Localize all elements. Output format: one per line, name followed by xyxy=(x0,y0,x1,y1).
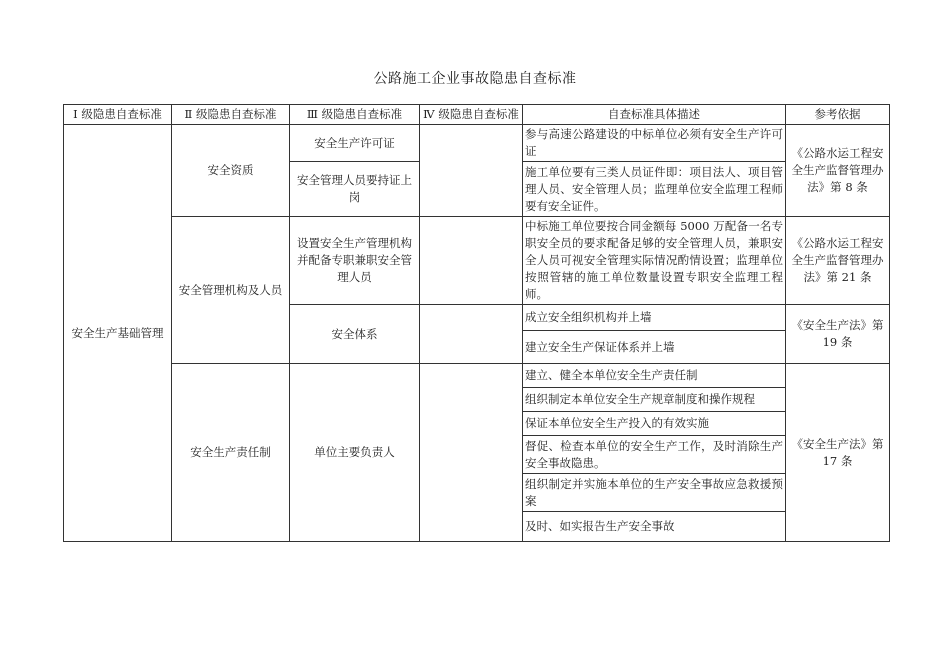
reference-cell: 《公路水运工程安全生产监督管理办法》第 8 条 xyxy=(786,125,890,217)
hazard-standards-table xyxy=(63,104,890,542)
description-cell: 建立安全生产保证体系并上墙 xyxy=(523,331,786,364)
description-cell: 及时、如实报告生产安全事故 xyxy=(523,512,786,542)
description-cell: 保证本单位安全生产投入的有效实施 xyxy=(523,412,786,436)
table-header-row xyxy=(64,105,890,125)
table-row xyxy=(64,217,890,305)
level4-cell xyxy=(420,364,523,542)
header-reference: 参考依据 xyxy=(786,105,890,125)
reference-cell: 《安全生产法》第 17 条 xyxy=(786,364,890,542)
description-cell: 成立安全组织机构并上墙 xyxy=(523,305,786,331)
table-row xyxy=(64,364,890,388)
level3-cell: 安全管理人员要持证上岗 xyxy=(290,162,420,217)
header-description: 自查标准具体描述 xyxy=(523,105,786,125)
description-cell: 组织制定并实施本单位的生产安全事故应急救援预案 xyxy=(523,474,786,512)
level3-cell: 安全体系 xyxy=(290,305,420,364)
level3-cell: 单位主要负责人 xyxy=(290,364,420,542)
description-cell: 参与高速公路建设的中标单位必须有安全生产许可证 xyxy=(523,125,786,162)
description-cell: 施工单位要有三类人员证件即：项目法人、项目管理人员、安全管理人员；监理单位安全监理工程师要有安全证件。 xyxy=(523,162,786,217)
description-cell: 中标施工单位要按合同金额每 5000 万配备一名专职安全员的要求配备足够的安全管理人员，兼职安全人员可视安全管理实际情况酌情设置；监理单位按照管辖的施工单位数量设置专职安全监理工程师。 xyxy=(523,217,786,305)
header-level2: Ⅱ 级隐患自查标准 xyxy=(172,105,290,125)
reference-cell: 《安全生产法》第 19 条 xyxy=(786,305,890,364)
level1-cell: 安全生产基础管理 xyxy=(64,125,172,542)
level4-cell xyxy=(420,217,523,305)
level4-cell xyxy=(420,125,523,217)
description-cell: 建立、健全本单位安全生产责任制 xyxy=(523,364,786,388)
header-level3: Ⅲ 级隐患自查标准 xyxy=(290,105,420,125)
level3-cell: 安全生产许可证 xyxy=(290,125,420,162)
level2-cell: 安全生产责任制 xyxy=(172,364,290,542)
header-level4: Ⅳ 级隐患自查标准 xyxy=(420,105,523,125)
description-cell: 组织制定本单位安全生产规章制度和操作规程 xyxy=(523,388,786,412)
header-level1: Ⅰ 级隐患自查标准 xyxy=(64,105,172,125)
page-title: 公路施工企业事故隐患自查标准 xyxy=(373,71,577,87)
level4-cell xyxy=(420,305,523,364)
level3-cell: 设置安全生产管理机构并配备专职兼职安全管理人员 xyxy=(290,217,420,305)
level2-cell: 安全管理机构及人员 xyxy=(172,217,290,364)
level2-cell: 安全资质 xyxy=(172,125,290,217)
description-cell: 督促、检查本单位的安全生产工作，及时消除生产安全事故隐患。 xyxy=(523,436,786,474)
reference-cell: 《公路水运工程安全生产监督管理办法》第 21 条 xyxy=(786,217,890,305)
table-row xyxy=(64,125,890,162)
